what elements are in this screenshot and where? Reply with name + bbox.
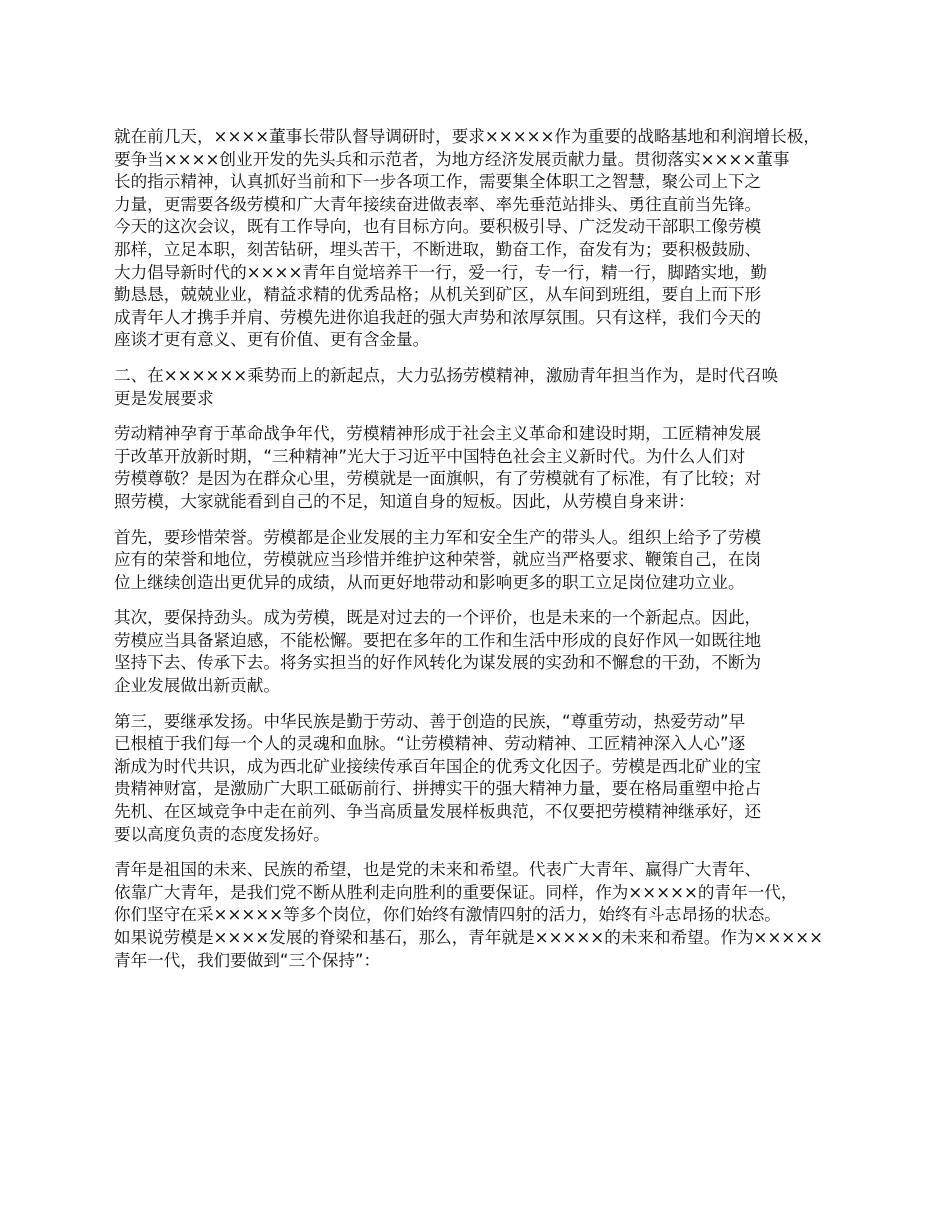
- paragraph-youth: 青年是祖国的未来、民族的希望，也是党的未来和希望。代表广大青年、赢得广大青年、 依靠广大青年，是我们党不断从胜利走向胜利的重要保证。同样，作为×××××的青年一代， 你们坚守在采×××××等多个岗位，你们始终有激情四射的活力，始终有斗志昂扬的状态。 如果说劳模是××××发展的脊梁和基石，那么，青年就是×××××的未来和希望。作为××××× 青年一代，我们要做到“三个保持”：: [114, 860, 824, 970]
- paragraph-labor-spirit: 劳动精神孕育于革命战争年代，劳模精神形成于社会主义革命和建设时期，工匠精神发展 于改革开放新时期，“三种精神”光大于习近平中国特色社会主义新时代。为什么人们对 劳模尊敬？是因为在群众心里，劳模就是一面旗帜，有了劳模就有了标准，有了比较；对 照劳模，大家就能看到自己的不足，知道自身的短板。因此，从劳模自身来讲：: [114, 424, 762, 511]
- paragraph-keep-momentum: 其次，要保持劲头。成为劳模，既是对过去的一个评价，也是未来的一个新起点。因此， 劳模应当具备紧迫感，不能松懈。要把在多年的工作和生活中形成的良好作风一如既往地 坚持下去、传承下去。将务实担当的好作风转化为谋发展的实劲和不懈怠的干劲，不断为 企业发展做出新贡献。: [114, 608, 762, 696]
- paragraph-intro: 就在前几天，××××董事长带队督导调研时，要求×××××作为重要的战略基地和利润增长极， 要争当××××创业开发的先头兵和示范者，为地方经济发展贡献力量。贯彻落实××××董事 长的指示精神，认真抓好当前和下一步各项工作，需要集全体职工之智慧，聚公司上下之 力量，更需要各级劳模和广大青年接续奋进做表率、率先垂范站排头、勇往直前当先锋。 今天的这次会议，既有工作导向，也有目标方向。要积极引导、广泛发动干部职工像劳模 那样，立足本职，刻苦钻研，埋头苦干，不断进取，勤奋工作，奋发有为；要积极鼓励、 大力倡导新时代的××××青年自觉培养干一行，爱一行，专一行，精一行，脚踏实地，勤 勤恳恳，兢兢业业，精益求精的优秀品格；从机关到矿区，从车间到班组，要自上而下形 成青年人才携手并肩、劳模先进你追我赶的强大声势和浓厚氛围。只有这样，我们今天的 座谈才更有意义、更有价值、更有含金量。: [114, 127, 820, 350]
- paragraph-cherish-honor: 首先，要珍惜荣誉。劳模都是企业发展的主力军和安全生产的带头人。组织上给予了劳模 应有的荣誉和地位，劳模就应当珍惜并维护这种荣誉，就应当严格要求、鞭策自己，在岗 位上继续创造出更优异的成绩，从而更好地带动和影响更多的职工立足岗位建功立业。: [114, 527, 762, 592]
- paragraph-inherit-carry-forward: 第三，要继承发扬。中华民族是勤于劳动、善于创造的民族，“尊重劳动，热爱劳动”早 已根植于我们每一个人的灵魂和血脉。“让劳模精神、劳动精神、工匠精神深入人心”逐 渐成为时代共识，成为西北矿业接续传承百年国企的优秀文化因子。劳模是西北矿业的宝 贵精神财富，是激励广大职工砥砺前行、拼搏实干的强大精神力量，要在格局重塑中抢占 先机、在区域竞争中走在前列、争当高质量发展样板典范，不仅要把劳模精神继承好，还 要以高度负责的态度发扬好。: [114, 711, 762, 844]
- document-body: [114, 126, 858, 985]
- section-heading-2: 二、在××××××乘势而上的新起点，大力弘扬劳模精神，激励青年担当作为，是时代召唤 更是发展要求: [114, 365, 779, 408]
